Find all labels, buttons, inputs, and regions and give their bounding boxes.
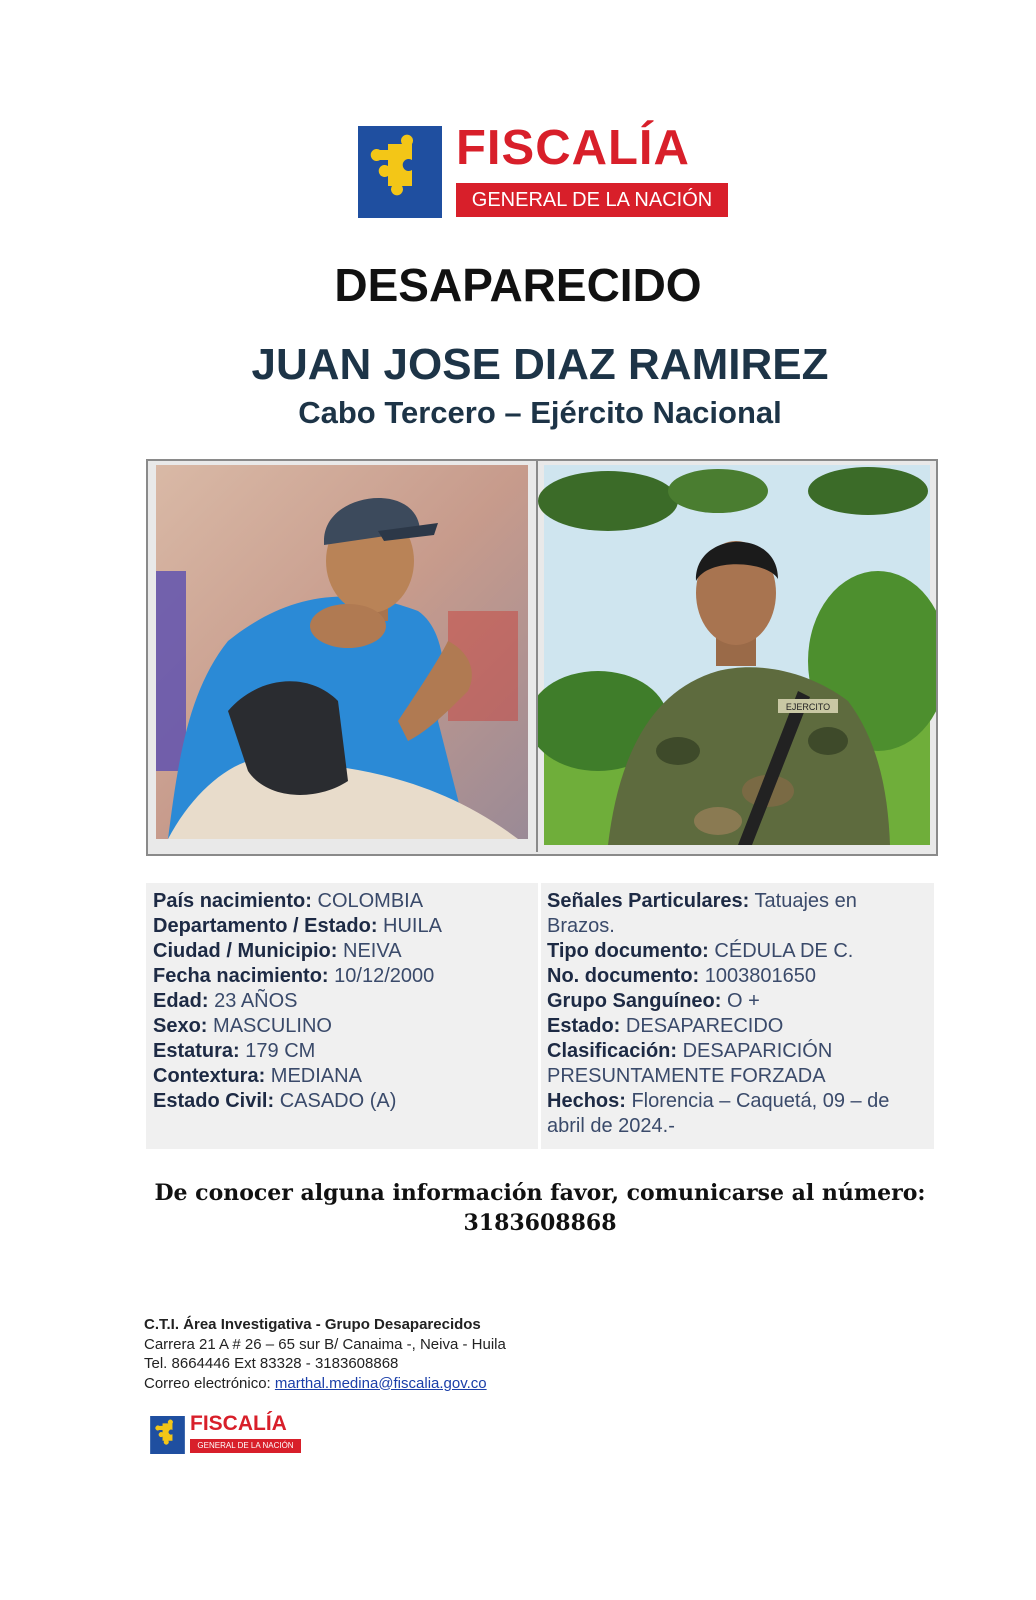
detail-row: Brazos. (547, 915, 615, 937)
logo-subtitle: GENERAL DE LA NACIÓN (456, 183, 728, 217)
detail-row: Estatura: 179 CM (153, 1040, 316, 1062)
soldier-photo-icon (538, 461, 936, 852)
person-name: JUAN JOSE DIAZ RAMIREZ (251, 340, 829, 389)
detail-row: Tipo documento: CÉDULA DE C. (547, 940, 854, 962)
footer-email-row: Correo electrónico: marthal.medina@fiscalia.gov.co (144, 1374, 487, 1392)
fiscalia-logo (358, 121, 738, 218)
detail-row: Fecha nacimiento: 10/12/2000 (153, 965, 435, 987)
fiscalia-logo-small (150, 1412, 310, 1456)
contact-notice (0, 1178, 1036, 1238)
detail-row: Sexo: MASCULINO (153, 1015, 332, 1037)
footer-phone: Tel. 8664446 Ext 83328 - 3183608868 (144, 1355, 399, 1372)
photo-civilian (148, 461, 538, 852)
detail-row: Grupo Sanguíneo: O + (547, 990, 760, 1012)
contact-text: De conocer alguna información favor, comunicarse al número: (154, 1180, 926, 1206)
logo-subtitle-small: GENERAL DE LA NACIÓN (190, 1439, 301, 1453)
puzzle-emblem-icon (358, 126, 442, 218)
footer-unit: C.T.I. Área Investigativa - Grupo Desaparecidos (144, 1316, 481, 1333)
detail-row: Departamento / Estado: HUILA (153, 915, 442, 937)
detail-row: Hechos: Florencia – Caquetá, 09 – de (547, 1090, 890, 1112)
detail-row: Contextura: MEDIANA (153, 1065, 362, 1087)
email-link[interactable]: marthal.medina@fiscalia.gov.co (274, 1374, 487, 1392)
puzzle-emblem-icon (150, 1416, 185, 1454)
detail-row: Estado Civil: CASADO (A) (153, 1090, 397, 1112)
poster-title: DESAPARECIDO (334, 259, 702, 311)
detail-row: PRESUNTAMENTE FORZADA (547, 1065, 826, 1087)
person-rank: Cabo Tercero – Ejército Nacional (298, 395, 782, 430)
detail-row: Estado: DESAPARECIDO (547, 1015, 784, 1037)
photo-panel (146, 459, 938, 856)
detail-row: País nacimiento: COLOMBIA (153, 890, 424, 912)
logo-wordmark-small: FISCALÍA (190, 1412, 287, 1435)
detail-row: No. documento: 1003801650 (547, 965, 817, 987)
detail-row: abril de 2024.- (547, 1115, 675, 1137)
contact-phone: 3183608868 (463, 1210, 617, 1236)
detail-row: Ciudad / Municipio: NEIVA (153, 940, 402, 962)
person-photo-icon (148, 461, 536, 852)
column-divider (538, 883, 541, 1149)
footer-address: Carrera 21 A # 26 – 65 sur B/ Canaima -, Neiva - Huila (144, 1335, 506, 1353)
photo-soldier (538, 461, 936, 852)
detail-row: Señales Particulares: Tatuajes en (547, 890, 857, 912)
details-right (547, 889, 889, 1139)
info-table (146, 883, 934, 1149)
details-left (153, 889, 442, 1114)
uniform-label: EJERCITO (785, 702, 831, 712)
detail-row: Clasificación: DESAPARICIÓN (547, 1040, 833, 1062)
logo-wordmark: FISCALÍA (456, 121, 690, 175)
footer-info (144, 1315, 506, 1393)
detail-row: Edad: 23 AÑOS (153, 990, 298, 1012)
